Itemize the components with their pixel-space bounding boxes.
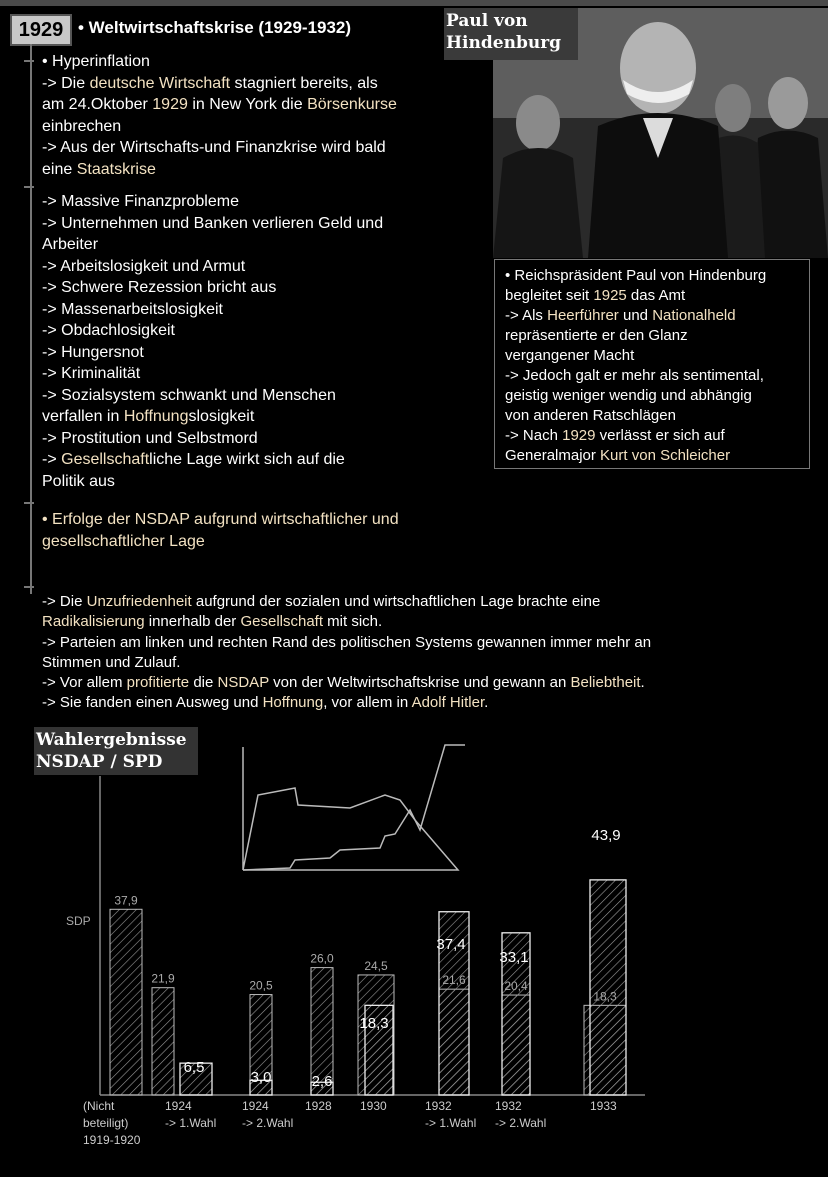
text-line: • Reichspräsident Paul von Hindenburg [505, 267, 767, 284]
spd-value-label: 21,9 [151, 971, 175, 986]
category-label: 1928 [305, 1099, 332, 1113]
text-line: -> Kriminalität [42, 365, 141, 382]
spd-value-label: 37,9 [114, 893, 138, 908]
text-line: eine Staatskrise [42, 160, 156, 178]
text-line: Politik aus [42, 472, 115, 490]
text-line: vergangener Macht [505, 347, 635, 364]
spd-value-label: 20,5 [249, 978, 273, 993]
category-label: 1924 [165, 1099, 192, 1113]
text-line: -> Hungersnot [42, 343, 144, 361]
nsdap-value-label: 37,4 [436, 936, 466, 953]
text-line: repräsentierte er den Glanz [505, 327, 688, 344]
nsdap-value-label: 43,9 [591, 827, 621, 844]
photo-label [444, 8, 578, 60]
consequences-section [42, 191, 383, 492]
timeline-line [30, 44, 32, 594]
year-badge: 1929 [10, 14, 72, 46]
category-label: -> 2.Wahl [242, 1116, 294, 1130]
category-label: 1930 [360, 1099, 387, 1113]
text-line: Arbeiter [42, 236, 99, 253]
category-label: 1933 [590, 1099, 617, 1113]
category-label: 1932 [425, 1099, 452, 1113]
text-line: -> Jedoch galt er mehr als sentimental, [505, 367, 764, 384]
text-line: -> Sozialsystem schwankt und Menschen [42, 386, 336, 404]
timeline-tick [24, 502, 34, 504]
text-line: begleitet seit 1925 das Amt [505, 287, 686, 304]
text-line: verfallen in Hoffnungslosigkeit [42, 408, 255, 425]
summary-paragraph [42, 592, 802, 714]
category-label: beteiligt) [83, 1116, 129, 1130]
text-line: -> Die deutsche Wirtschaft stagniert bereits, als [42, 74, 378, 92]
text-line: von anderen Ratschlägen [505, 407, 676, 424]
text-line: Generalmajor Kurt von Schleicher [505, 447, 731, 464]
nsdap-bar [590, 880, 626, 1095]
text-line: -> Unternehmen und Banken verlieren Geld und [42, 214, 384, 232]
text-line: -> Schwere Rezession bricht aus [42, 279, 277, 296]
timeline-tick [24, 186, 34, 188]
spd-bar [152, 988, 174, 1095]
nsdap-value-label: 18,3 [359, 1015, 389, 1032]
text-line: -> Vor allem profitierte die NSDAP von der Weltwirtschaftskrise und gewann an Beliebtheit. [42, 674, 645, 692]
category-label: -> 2.Wahl [495, 1116, 547, 1130]
chart-title [34, 727, 198, 775]
text-line: -> Aus der Wirtschafts-und Finanzkrise wird bald [42, 139, 386, 156]
text-line: -> Sie fanden einen Ausweg und Hoffnung, vor allem in Adolf Hitler. [42, 694, 489, 712]
text-line: -> Nach 1929 verlässt er sich auf [505, 427, 725, 444]
text-line: -> Gesellschaftliche Lage wirkt sich auf die [42, 451, 345, 468]
text-line: -> Prostitution und Selbstmord [42, 429, 258, 447]
text-line: • Erfolge der NSDAP aufgrund wirtschaftlicher und [42, 511, 399, 528]
headline: • Weltwirtschaftskrise (1929-1932) [78, 18, 352, 37]
text-line: -> Obdachlosigkeit [42, 322, 175, 339]
nsdap-value-label: 2,6 [311, 1073, 333, 1090]
spd-value-label: 26,0 [310, 951, 334, 966]
hindenburg-info-box [494, 259, 810, 469]
category-label: 1932 [495, 1099, 522, 1113]
top-divider [0, 0, 828, 6]
text-line: einbrechen [42, 117, 122, 135]
nsdap-success-section [42, 509, 399, 552]
timeline-tick [24, 60, 34, 62]
text-line: -> Als Heerführer und Nationalheld [505, 307, 736, 324]
text-line: geistig weniger wendig und abhängig [505, 387, 752, 404]
text-line: -> Die Unzufriedenheit aufgrund der sozialen und wirtschaftlichen Lage brachte eine [42, 593, 601, 610]
spd-value-label: 24,5 [364, 958, 388, 973]
text-line: -> Massive Finanzprobleme [42, 193, 239, 210]
nsdap-value-label: 6,5 [183, 1059, 205, 1076]
text-line: gesellschaftlicher Lage [42, 532, 205, 550]
hyperinflation-section [42, 51, 397, 180]
election-chart [0, 740, 828, 1177]
timeline-tick [24, 586, 34, 588]
category-label: 1919-1920 [83, 1133, 141, 1147]
category-label: (Nicht [83, 1099, 115, 1113]
text-line: Stimmen und Zulauf. [42, 653, 181, 671]
text-line: -> Parteien am linken und rechten Rand des politischen Systems gewannen immer mehr an [42, 633, 652, 651]
category-label: -> 1.Wahl [165, 1116, 217, 1130]
axis-label: SDP [66, 914, 91, 928]
nsdap-value-label: 33,1 [499, 949, 529, 966]
chart-title-line: NSDAP / SPD [36, 752, 163, 772]
category-label: 1924 [242, 1099, 269, 1113]
text-line: -> Massenarbeitslosigkeit [42, 300, 223, 318]
nsdap-value-label: 3,0 [250, 1069, 272, 1086]
photo-label-line: Paul von [446, 11, 528, 31]
chart-title-line: Wahlergebnisse [36, 730, 187, 750]
thumbnail-nsdap-line [243, 745, 465, 870]
spd-bar [110, 909, 142, 1095]
text-line: am 24.Oktober 1929 in New York die Börsenkurse [42, 96, 397, 113]
photo-label-line: Hindenburg [446, 33, 562, 53]
text-line: Radikalisierung innerhalb der Gesellschaft mit sich. [42, 613, 383, 631]
category-label: -> 1.Wahl [425, 1116, 477, 1130]
text-line: -> Arbeitslosigkeit und Armut [42, 257, 246, 275]
text-line: • Hyperinflation [42, 53, 150, 70]
